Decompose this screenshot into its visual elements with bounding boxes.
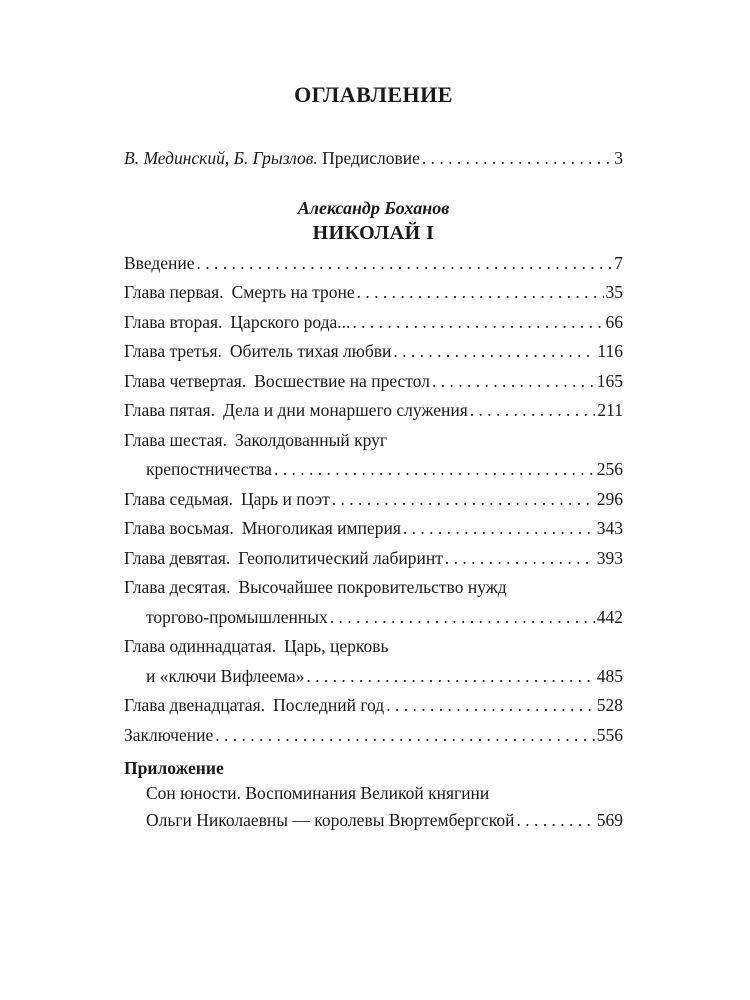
appendix-line-2: Ольги Николаевны — королевы Вюртембергской xyxy=(146,810,515,830)
page-number: 256 xyxy=(596,459,623,479)
entry-title-continued: торгово-промышленных xyxy=(146,606,328,627)
table-of-contents xyxy=(124,76,623,834)
page-number: 556 xyxy=(596,724,623,745)
dot-leader xyxy=(393,337,595,367)
entry-label: Глава четвертая. xyxy=(124,370,247,391)
page-number: 165 xyxy=(596,370,623,391)
appendix-heading: Приложение xyxy=(124,758,224,778)
page-number: 343 xyxy=(596,518,623,538)
entry-title: Многоликая империя xyxy=(241,518,401,538)
dot-leader xyxy=(403,514,595,544)
page-number: 296 xyxy=(596,488,623,509)
toc-entry[interactable] xyxy=(124,426,623,485)
toc-entry[interactable] xyxy=(124,514,623,544)
page-number: 116 xyxy=(597,341,623,361)
entry-label: Введение xyxy=(124,252,195,273)
dot-leader xyxy=(432,367,595,397)
entry-title: Заколдованный круг xyxy=(234,429,388,450)
page-number: 528 xyxy=(596,695,623,715)
entry-title: Высочайшее покровительство нужд xyxy=(238,577,507,597)
page-number: 3 xyxy=(614,148,623,168)
entry-label: Глава первая. xyxy=(124,282,224,302)
toc-entry[interactable] xyxy=(124,337,623,367)
toc-entry[interactable] xyxy=(124,721,623,751)
entry-title: Царь и поэт xyxy=(241,488,330,509)
entry-title: Обитель тихая любви xyxy=(229,341,392,361)
book-title: НИКОЛАЙ I xyxy=(312,221,435,244)
toc-entry[interactable] xyxy=(124,249,623,279)
entry-title: Геополитический лабиринт xyxy=(238,547,443,568)
toc-entry[interactable] xyxy=(124,396,623,426)
dot-leader xyxy=(332,485,595,515)
entry-title-continued: и «ключи Вифлеема» xyxy=(146,665,305,686)
entry-label: Глава восьмая. xyxy=(124,518,234,538)
entry-label: Глава шестая. xyxy=(124,429,227,450)
toc-entry[interactable] xyxy=(124,367,623,397)
entry-title: Последний год xyxy=(273,695,385,715)
author-name: Александр Боханов xyxy=(297,197,450,218)
dot-leader xyxy=(357,278,604,308)
page-number: 7 xyxy=(614,252,623,273)
toc-entry-preface[interactable] xyxy=(124,144,623,174)
toc-entry[interactable] xyxy=(124,573,623,632)
entry-title: Дела и дни монаршего служения xyxy=(222,400,468,420)
toc-entry-appendix[interactable] xyxy=(124,780,623,834)
appendix-line-1: Сон юности. Воспоминания Великой княгини xyxy=(146,783,490,803)
entry-label: Глава девятая. xyxy=(124,547,231,568)
entry-label: Глава вторая. xyxy=(124,311,223,332)
toc-entry[interactable] xyxy=(124,308,623,338)
dot-leader xyxy=(215,721,595,751)
dot-leader xyxy=(445,544,595,574)
entry-title: Царского рода... xyxy=(230,311,351,332)
preface-title: Предисловие xyxy=(322,148,420,168)
entry-label: Глава десятая. xyxy=(124,577,231,597)
dot-leader xyxy=(470,396,596,426)
page-number: 442 xyxy=(596,606,623,627)
toc-entry[interactable] xyxy=(124,691,623,721)
dot-leader xyxy=(306,662,594,692)
dot-leader xyxy=(274,455,595,485)
entry-label: Глава пятая. xyxy=(124,400,215,420)
entry-title-continued: крепостничества xyxy=(146,459,272,479)
entry-label: Глава седьмая. xyxy=(124,488,234,509)
entry-label: Глава двенадцатая. xyxy=(124,695,266,715)
page-number: 35 xyxy=(605,282,623,302)
page-number: 393 xyxy=(596,547,623,568)
entry-title: Царь, церковь xyxy=(284,636,389,656)
entry-label: Глава одиннадцатая. xyxy=(124,636,277,656)
dot-leader xyxy=(516,807,594,834)
dot-leader xyxy=(422,144,612,174)
dot-leader xyxy=(352,308,603,338)
toc-entry[interactable] xyxy=(124,278,623,308)
entry-label: Глава третья. xyxy=(124,341,222,361)
preface-authors: В. Мединский, Б. Грызлов. xyxy=(124,148,318,168)
page-title: ОГЛАВЛЕНИЕ xyxy=(294,82,453,107)
toc-entry[interactable] xyxy=(124,544,623,574)
page-number: 66 xyxy=(605,311,623,332)
entry-title: Смерть на троне xyxy=(231,282,355,302)
dot-leader xyxy=(197,249,613,279)
entry-title: Восшествие на престол xyxy=(254,370,430,391)
toc-entry[interactable] xyxy=(124,632,623,691)
entry-label: Заключение xyxy=(124,724,214,745)
toc-entry[interactable] xyxy=(124,485,623,515)
dot-leader xyxy=(330,603,595,633)
page-number: 211 xyxy=(597,400,623,420)
dot-leader xyxy=(386,691,595,721)
page-number: 569 xyxy=(596,810,623,830)
page-number: 485 xyxy=(596,665,623,686)
